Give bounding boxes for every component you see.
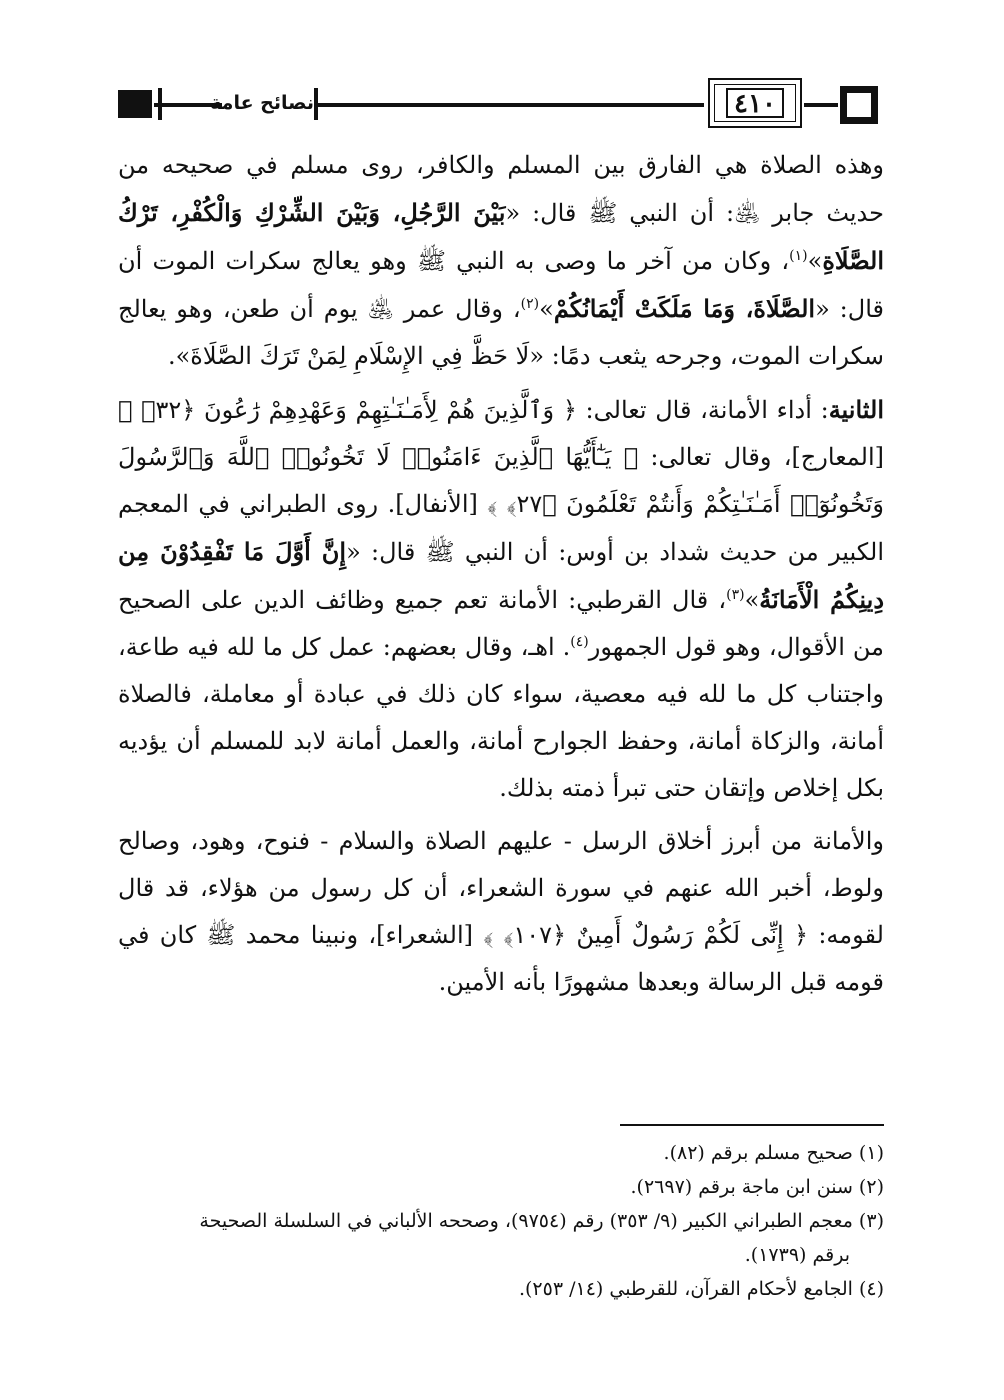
text-run: ﴾ [الأنفال]. روى الطبراني في المعجم الكبير من حديث شداد بن أوس: أن النبي ﷺ قال: « xyxy=(118,490,885,566)
paragraph xyxy=(118,818,884,1006)
footnote: (٣) معجم الطبراني الكبير (٩/ ٣٥٣) رقم (٩٧٥٤)، وصححه الألباني في السلسلة الصحيحة xyxy=(199,1210,884,1232)
text-run: ، قال القرطبي: الأمانة تعم جميع وظائف الدين على الصحيح من الأقوال، وهو قول الجمهور xyxy=(118,586,884,661)
text-run: ﴾ [المعارج]، وقال تعالى: ﴿ xyxy=(118,396,885,471)
page-header xyxy=(118,78,884,132)
page-number-frame xyxy=(708,78,802,128)
text-run: ﴾ [الشعراء]، ونبينا محمد ﷺ كان في قومه قبل الرسالة وبعدها مشهورًا بأنه الأمين. xyxy=(118,921,884,996)
text-run: » xyxy=(539,295,554,323)
text-run: » xyxy=(807,247,823,275)
footnote-ref[interactable]: (٢) xyxy=(520,296,540,312)
page-number: ٤١٠ xyxy=(734,89,776,119)
text-run: والأمانة من أبرز أخلاق الرسل - عليهم الصلاة والسلام - فنوح، وهود، وصالح ولوط، أخبر الله عنهم في سورة الشعراء، أن كل رسول من هؤلاء، قد قال لقومه: ﴿ xyxy=(118,827,884,949)
footnote: (٤) الجامع لأحكام القرآن، للقرطبي (١٤/ ٢٥٣). xyxy=(518,1278,884,1300)
footnote-ref[interactable]: (٤) xyxy=(570,634,589,650)
footnote-continuation: برقم (١٧٣٩). xyxy=(744,1244,850,1266)
footnote: (١) صحيح مسلم برقم (٨٢). xyxy=(663,1142,884,1164)
text-run: » xyxy=(744,586,760,614)
header-rule xyxy=(804,103,838,107)
text-run: : أداء الأمانة، قال تعالى: ﴿ xyxy=(562,396,829,424)
header-ornament-block xyxy=(118,90,152,118)
header-ornament-square xyxy=(840,86,878,124)
footnote-separator xyxy=(620,1124,884,1126)
quran-verse: إِنِّى لَكُمْ رَسُولٌ أَمِينٌ ﴿١٠٧﴾ xyxy=(493,921,794,949)
quran-verse: يَـٰٓأَيُّهَا ٱلَّذِينَ ءَامَنُوا۟ لَا تَخُونُوا۟ ٱللَّهَ وَٱلرَّسُولَ وَتَخُونُوٓا۟ أَمَـٰنَـٰتِكُمْ وَأَنتُمْ تَعْلَمُونَ ﴿٢٧﴾ xyxy=(118,443,885,518)
footnote-ref[interactable]: (١) xyxy=(789,248,808,264)
paragraph xyxy=(118,386,884,812)
text-run: ، وقال عمر ﵁ يوم أن طعن، وهو يعالج سكرات الموت، وجرحه يثعب دمًا: «لَا حَظَّ فِي الإِسْلَامِ لِمَنْ تَرَكَ الصَّلَاةَ». xyxy=(118,295,884,370)
point-label: الثانية xyxy=(828,395,885,424)
main-text xyxy=(118,142,884,1006)
hadith-text: بَيْنَ الرَّجُلِ، وَبَيْنَ الشِّرْكِ وَالْكُفْرِ، تَرْكُ الصَّلَاةِ xyxy=(118,198,884,275)
text-run: . اهـ، وقال بعضهم: عمل كل ما لله فيه طاعة، واجتناب كل ما لله فيه معصية، سواء كان ذلك في عبادة أو معاملة، فالصلاة أمانة، والزكاة أمانة، وحفظ الجوارح أمانة، والعمل أمانة لابد للمسلم أن يؤديه بكل إخلاص وإتقان حتى تبرأ ذمته بذلك. xyxy=(118,633,884,802)
text-run: ، وكان من آخر ما وصى به النبي ﷺ وهو يعالج سكرات الموت أن قال: « xyxy=(118,247,884,323)
header-rule xyxy=(318,103,704,107)
footnotes xyxy=(118,1136,884,1306)
paragraph xyxy=(118,142,884,380)
footnote-ref[interactable]: (٣) xyxy=(726,587,745,603)
footnote: (٢) سنن ابن ماجة برقم (٢٦٩٧). xyxy=(630,1176,884,1198)
quran-verse: وَٱلَّذِينَ هُمْ لِأَمَـٰنَـٰتِهِمْ وَعَهْدِهِمْ رَٰعُونَ ﴿٣٢﴾ xyxy=(132,396,563,424)
section-title: نصائح عامة xyxy=(210,92,314,114)
hadith-text: الصَّلَاةَ، وَمَا مَلَكَتْ أَيْمَانُكُمْ xyxy=(553,294,816,323)
text-run: وهذه الصلاة هي الفارق بين المسلم والكافر، روى مسلم في صحيحه من حديث جابر ﵁: أن النبي ﷺ قال: « xyxy=(118,151,884,227)
hadith-text: إِنَّ أَوَّلَ مَا تَفْقِدُوْنَ مِن دِينِكُمُ الْأَمَانَةُ xyxy=(118,537,885,614)
